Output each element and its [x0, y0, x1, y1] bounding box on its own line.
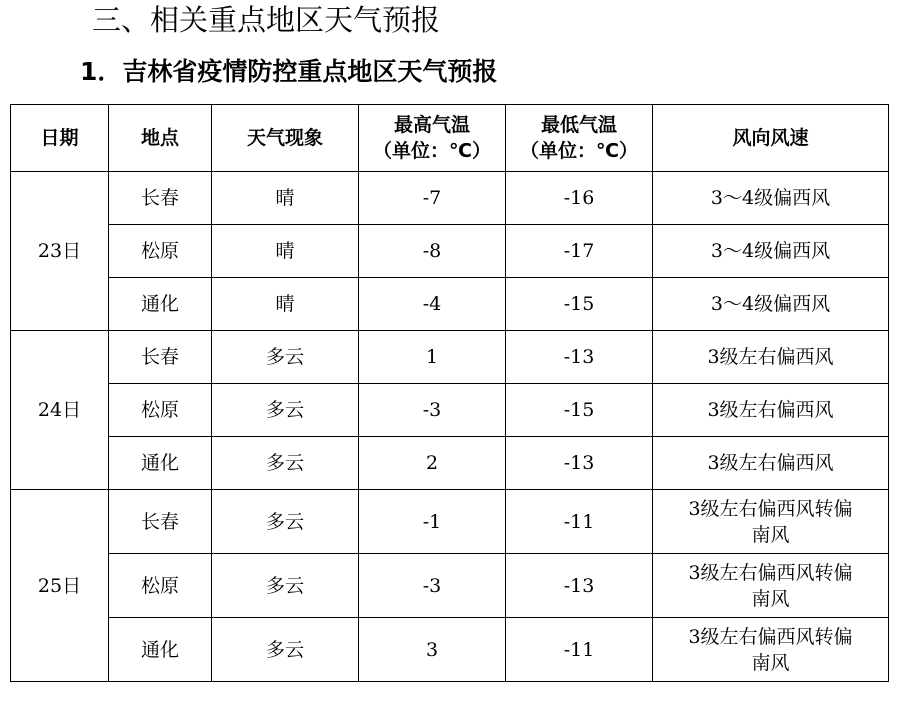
header-wind: 风向风速: [653, 105, 889, 172]
header-high-temp-title: 最高气温: [393, 114, 470, 136]
low-temp-cell: -11: [506, 490, 653, 554]
date-cell: 24日: [11, 331, 109, 490]
low-temp-cell: -13: [506, 554, 653, 618]
high-temp-cell: 2: [359, 437, 506, 490]
low-temp-cell: -11: [506, 618, 653, 682]
high-temp-cell: 1: [359, 331, 506, 384]
wind-cell: 3级左右偏西风: [653, 384, 889, 437]
wind-cell: 3级左右偏西风: [653, 437, 889, 490]
place-cell: 长春: [109, 331, 212, 384]
low-temp-cell: -15: [506, 278, 653, 331]
table-row: [11, 437, 889, 490]
table-row: [11, 172, 889, 225]
wind-text-line1: 3级左右偏西风转偏: [688, 561, 853, 584]
place-cell: 通化: [109, 278, 212, 331]
high-temp-cell: -3: [359, 554, 506, 618]
date-cell: 25日: [11, 490, 109, 682]
wind-cell: 3级左右偏西风: [653, 331, 889, 384]
low-temp-cell: -16: [506, 172, 653, 225]
date-cell: 23日: [11, 172, 109, 331]
weather-cell: 多云: [212, 437, 359, 490]
header-high-temp: [359, 105, 506, 172]
wind-cell: [653, 554, 889, 618]
wind-text-line2: 南风: [751, 523, 790, 546]
section-heading: 三、相关重点地区天气预报: [92, 3, 441, 37]
weather-cell: 多云: [212, 384, 359, 437]
wind-cell: 3～4级偏西风: [653, 278, 889, 331]
wind-cell: [653, 618, 889, 682]
place-cell: 长春: [109, 172, 212, 225]
high-temp-cell: -3: [359, 384, 506, 437]
table-row: [11, 490, 889, 554]
high-temp-cell: 3: [359, 618, 506, 682]
wind-text-line2: 南风: [751, 651, 790, 674]
place-cell: 松原: [109, 554, 212, 618]
low-temp-cell: -17: [506, 225, 653, 278]
weather-cell: 多云: [212, 490, 359, 554]
high-temp-cell: -7: [359, 172, 506, 225]
table-row: [11, 278, 889, 331]
weather-cell: 多云: [212, 554, 359, 618]
weather-cell: 晴: [212, 225, 359, 278]
table-row: [11, 384, 889, 437]
table-row: [11, 331, 889, 384]
wind-text-line1: 3级左右偏西风转偏: [688, 497, 853, 520]
place-cell: 松原: [109, 225, 212, 278]
wind-text-line1: 3级左右偏西风转偏: [688, 625, 853, 648]
header-low-temp: [506, 105, 653, 172]
table-row: [11, 225, 889, 278]
place-cell: 通化: [109, 437, 212, 490]
high-temp-cell: -1: [359, 490, 506, 554]
table-title: 1．吉林省疫情防控重点地区天气预报: [80, 57, 498, 86]
high-temp-cell: -8: [359, 225, 506, 278]
wind-text-line2: 南风: [751, 587, 790, 610]
table-row: [11, 618, 889, 682]
weather-cell: 晴: [212, 278, 359, 331]
wind-cell: [653, 490, 889, 554]
wind-cell: 3～4级偏西风: [653, 225, 889, 278]
weather-cell: 多云: [212, 331, 359, 384]
header-row: [11, 105, 889, 172]
header-high-temp-unit: （单位：℃）: [372, 140, 491, 162]
table-row: [11, 554, 889, 618]
place-cell: 长春: [109, 490, 212, 554]
place-cell: 松原: [109, 384, 212, 437]
header-place: 地点: [109, 105, 212, 172]
weather-forecast-table: [10, 104, 889, 682]
high-temp-cell: -4: [359, 278, 506, 331]
header-date: 日期: [11, 105, 109, 172]
low-temp-cell: -13: [506, 437, 653, 490]
header-low-temp-title: 最低气温: [540, 114, 617, 136]
header-low-temp-unit: （单位：℃）: [519, 140, 638, 162]
header-weather: 天气现象: [212, 105, 359, 172]
weather-cell: 晴: [212, 172, 359, 225]
low-temp-cell: -15: [506, 384, 653, 437]
low-temp-cell: -13: [506, 331, 653, 384]
weather-cell: 多云: [212, 618, 359, 682]
wind-cell: 3～4级偏西风: [653, 172, 889, 225]
place-cell: 通化: [109, 618, 212, 682]
